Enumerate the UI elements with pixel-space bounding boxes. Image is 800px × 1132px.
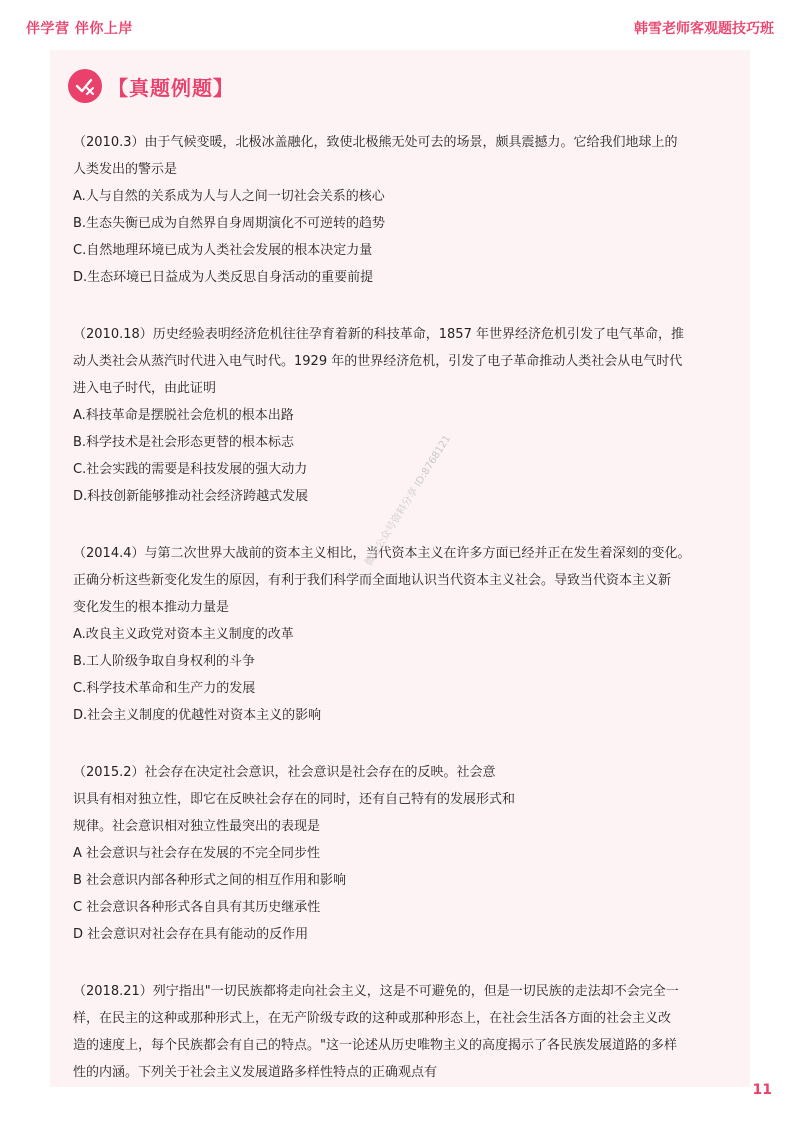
question-stem-line: 进入电子时代，由此证明 [73, 381, 217, 396]
question-item [73, 540, 735, 729]
question-stem-line: （2015.2）社会存在决定社会意识，社会意识是社会存在的反映。社会意 [73, 765, 496, 780]
option-b: B.科学技术是社会形态更替的根本标志 [73, 435, 295, 450]
question-item [73, 759, 735, 948]
option-d: D.社会主义制度的优越性对资本主义的影响 [73, 708, 322, 723]
page-number: 11 [752, 1082, 772, 1098]
option-b: B 社会意识内部各种形式之间的相互作用和影响 [73, 873, 347, 888]
option-a: A.科技革命是摆脱社会危机的根本出路 [73, 408, 294, 423]
question-item [73, 978, 735, 1086]
section-heading [68, 66, 234, 106]
question-stem-line: （2010.3）由于气候变暖，北极冰盖融化，致使北极熊无处可去的场景，颇具震撼力。它给我们地球上的 [73, 135, 678, 150]
checkmark-cross-icon [68, 69, 102, 103]
header-course-title: 韩雪老师客观题技巧班 [634, 21, 774, 37]
question-stem-line: 规律。社会意识相对独立性最突出的表现是 [73, 819, 321, 834]
option-c: C.科学技术革命和生产力的发展 [73, 681, 256, 696]
question-stem-line: 变化发生的根本推动力量是 [73, 600, 230, 615]
question-item [73, 129, 735, 291]
option-b: B.工人阶级争取自身权利的斗争 [73, 654, 256, 669]
option-c: C.社会实践的需要是科技发展的强大动力 [73, 462, 308, 477]
question-stem-line: 正确分析这些新变化发生的原因，有利于我们科学而全面地认识当代资本主义社会。导致当代资本主义新 [73, 573, 672, 588]
question-item [73, 321, 735, 510]
question-stem-line: 性的内涵。下列关于社会主义发展道路多样性特点的正确观点有 [73, 1065, 438, 1080]
question-stem-line: 样，在民主的这种或那种形式上，在无产阶级专政的这种或那种形态上，在社会生活各方面的社会主义改 [73, 1011, 672, 1026]
header-brand: 伴学营 伴你上岸 [26, 21, 133, 37]
option-a: A 社会意识与社会存在发展的不完全同步性 [73, 846, 321, 861]
option-d: D.生态环境已日益成为人类反思自身活动的重要前提 [73, 270, 374, 285]
option-b: B.生态失衡已成为自然界自身周期演化不可逆转的趋势 [73, 216, 386, 231]
option-a: A.人与自然的关系成为人与人之间一切社会关系的核心 [73, 189, 385, 204]
option-c: C 社会意识各种形式各自具有其历史继承性 [73, 900, 321, 915]
option-a: A.改良主义政党对资本主义制度的改革 [73, 627, 294, 642]
question-stem-line: 造的速度上，每个民族都会有自己的特点。"这一论述从历史唯物主义的高度揭示了各民族发展道路的多样 [73, 1038, 677, 1053]
option-d: D.科技创新能够推动社会经济跨越式发展 [73, 489, 309, 504]
watermark: 微信公众号资料分享 ID:8768121 [363, 433, 454, 568]
question-list [73, 129, 735, 1116]
question-stem-line: （2018.21）列宁指出"一切民族都将走向社会主义，这是不可避免的，但是一切民族的走法却不会完全一 [73, 984, 679, 999]
option-c: C.自然地理环境已成为人类社会发展的根本决定力量 [73, 243, 373, 258]
question-stem-line: 动人类社会从蒸汽时代进入电气时代。1929 年的世界经济危机，引发了电子革命推动人类社会从电气时代 [73, 354, 683, 369]
option-d: D 社会意识对社会存在具有能动的反作用 [73, 927, 309, 942]
question-stem-line: （2010.18）历史经验表明经济危机往往孕育着新的科技革命，1857 年世界经济危机引发了电气革命，推 [73, 327, 684, 342]
section-title: 【真题例题】 [108, 75, 234, 100]
question-stem-line: 识具有相对独立性，即它在反映社会存在的同时，还有自己特有的发展形式和 [73, 792, 516, 807]
question-stem-line: 人类发出的警示是 [73, 162, 178, 177]
question-stem-line: （2014.4）与第二次世界大战前的资本主义相比，当代资本主义在许多方面已经并正在发生着深刻的变化。 [73, 546, 691, 561]
